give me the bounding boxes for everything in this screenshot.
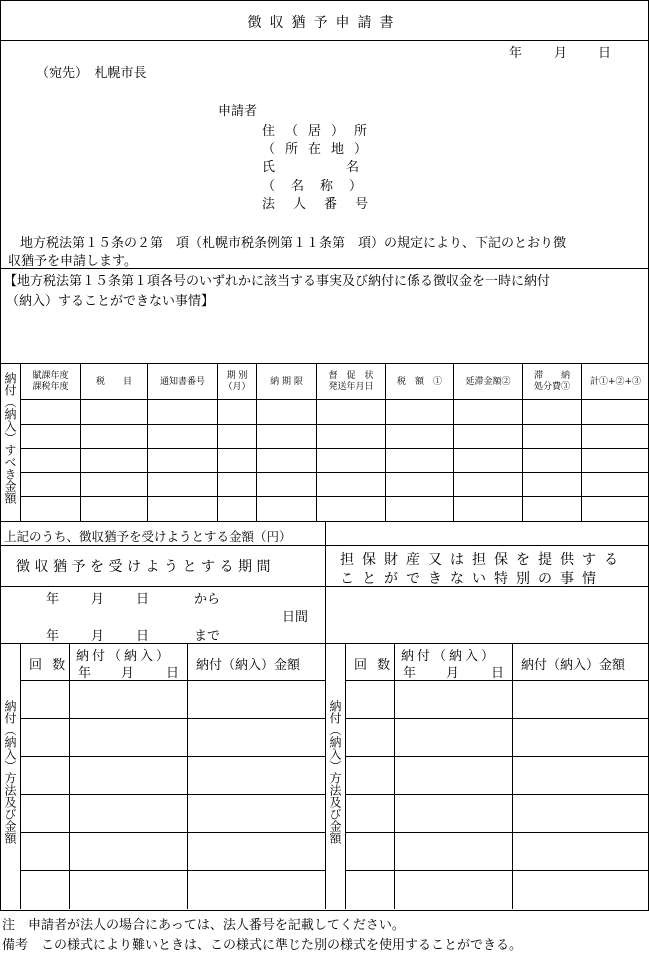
applicant-name: 氏 名 bbox=[262, 160, 368, 175]
reason-line2: （納入）することができない事情】 bbox=[6, 294, 215, 309]
pay-left-row bbox=[20, 756, 325, 757]
applicant-address: 住（居）所 bbox=[262, 124, 378, 139]
date-month: 月 bbox=[554, 46, 568, 61]
tax-header-tax-item: 税 目 bbox=[95, 377, 132, 387]
statement-line2: 収猶予を申請します。 bbox=[8, 254, 137, 269]
pay-left-date-header: 納付（納入） bbox=[76, 649, 173, 664]
tax-table-header-bottom bbox=[20, 399, 649, 400]
tax-table-row-line bbox=[20, 448, 649, 449]
pay-right-date-day: 日 bbox=[491, 666, 505, 681]
pay-left-date-day: 日 bbox=[166, 666, 180, 681]
period-from-month: 月 bbox=[91, 592, 105, 607]
tax-header-notice-number: 通知書番号 bbox=[159, 377, 205, 387]
pay-right-date-year: 年 bbox=[403, 666, 417, 681]
remark-text: 備考 この様式により難いときは、この様式に準じた別の様式を使用することができる。 bbox=[2, 938, 523, 953]
pay-right-row bbox=[345, 832, 649, 833]
applicant-corp-name: （名称） bbox=[262, 179, 379, 194]
title-divider bbox=[0, 40, 649, 41]
pay-left-date-month: 月 bbox=[121, 666, 135, 681]
pay-right-row bbox=[345, 756, 649, 757]
pay-right-row bbox=[345, 870, 649, 871]
pay-right-date-header: 納付（納入） bbox=[401, 649, 498, 664]
collateral-label-line1: 担保財産又は担保を提供する bbox=[340, 552, 626, 568]
period-from: から bbox=[194, 592, 221, 607]
period-to: まで bbox=[194, 629, 221, 644]
applicant-label: 申請者 bbox=[218, 104, 258, 119]
statement-line1: 地方税法第１５条の２第 項（札幌市税条例第１１条第 項）の規定により、下記のとおり徴 bbox=[20, 236, 567, 251]
tax-header-total: 計①+②+③ bbox=[589, 377, 642, 387]
period-collateral-divider bbox=[325, 545, 326, 909]
tax-table-row-line bbox=[20, 496, 649, 497]
reason-line1: 【地方税法第１５条第１項各号のいずれかに該当する事実及び納付に係る徴収金を一時に納付 bbox=[4, 274, 551, 289]
date-year: 年 bbox=[509, 46, 523, 61]
period-to-month: 月 bbox=[91, 629, 105, 644]
period-to-year: 年 bbox=[46, 629, 60, 644]
tax-header-disposition-cost: 滞 納 処分費③ bbox=[533, 371, 570, 392]
pay-left-amount-header: 納付（納入）金額 bbox=[196, 658, 301, 673]
tax-table-row-line bbox=[20, 472, 649, 473]
addressee: （宛先） 札幌市長 bbox=[36, 66, 147, 81]
statement-divider bbox=[0, 268, 649, 269]
deferral-amount-label: 上記のうち、徴収猶予を受けようとする金額（円） bbox=[4, 529, 292, 544]
tax-header-tax-amount: 税 額 ① bbox=[396, 377, 442, 387]
applicant-location: （所在地） bbox=[262, 142, 378, 157]
pay-left-row bbox=[20, 794, 325, 795]
period-to-day: 日 bbox=[136, 629, 150, 644]
period-from-day: 日 bbox=[136, 592, 150, 607]
form-title: 徴収猶予申請書 bbox=[247, 15, 402, 31]
period-from-year: 年 bbox=[46, 592, 60, 607]
tax-table-top bbox=[0, 363, 649, 364]
deferral-amount-divider bbox=[325, 521, 326, 545]
collateral-label-line2: ことができない特別の事情 bbox=[340, 571, 604, 587]
pay-left-side-label: 納付（納入）方法及び金額 bbox=[3, 700, 17, 844]
tax-header-due-date: 納 期 限 bbox=[270, 377, 303, 387]
tax-header-period: 期 別 （月） bbox=[223, 371, 251, 392]
tax-table-row-line bbox=[20, 424, 649, 425]
pay-left-count-header: 回 数 bbox=[29, 658, 69, 673]
tax-table-side-label: 納付（納入）すべき金額 bbox=[3, 372, 17, 504]
pay-left-row bbox=[20, 870, 325, 871]
pay-right-date-month: 月 bbox=[446, 666, 460, 681]
note-text: 注 申請者が法人の場合にあっては、法人番号を記載してください。 bbox=[2, 918, 405, 933]
pay-left-row bbox=[20, 718, 325, 719]
tax-header-late-fee: 延滞金額② bbox=[465, 377, 511, 387]
tax-header-fiscal-year: 賦課年度 課税年度 bbox=[32, 371, 69, 392]
period-days: 日間 bbox=[282, 610, 309, 625]
pay-right-row bbox=[345, 718, 649, 719]
pay-right-count-header: 回 数 bbox=[354, 658, 394, 673]
pay-left-row bbox=[20, 832, 325, 833]
period-header-bottom bbox=[0, 586, 649, 587]
applicant-corp-number: 法人番号 bbox=[262, 197, 387, 212]
date-day: 日 bbox=[598, 46, 612, 61]
pay-right-side-label: 納付（納入）方法及び金額 bbox=[328, 700, 342, 844]
period-label: 徴収猶予を受けようとする期間 bbox=[16, 559, 275, 575]
period-bottom bbox=[0, 643, 649, 644]
pay-right-amount-header: 納付（納入）金額 bbox=[521, 658, 626, 673]
tax-header-reminder-date: 督 促 状 発送年月日 bbox=[328, 371, 374, 392]
pay-left-date-year: 年 bbox=[78, 666, 92, 681]
pay-right-row bbox=[345, 794, 649, 795]
